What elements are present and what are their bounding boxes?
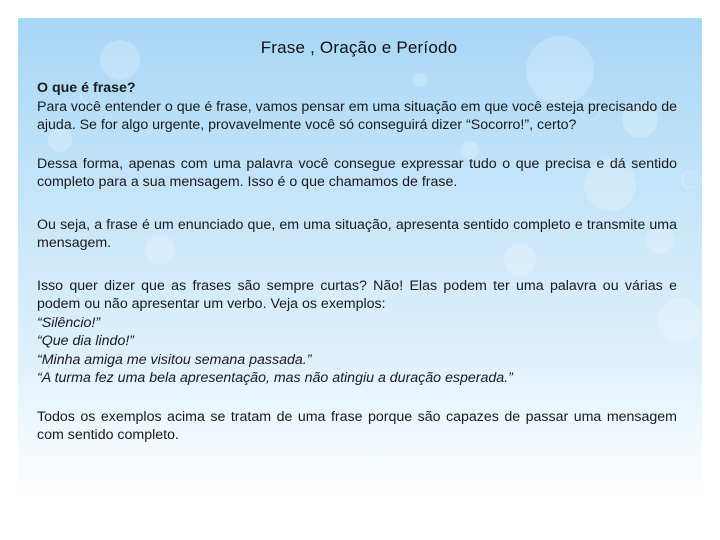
section-heading: O que é frase? — [37, 80, 136, 96]
slide-content — [37, 38, 677, 445]
example-3: “Minha amiga me visitou semana passada.” — [37, 351, 312, 368]
paragraph-1-text: Para você entender o que é frase, vamos pensar em uma situação em que você esteja precisando de ajuda. Se for algo urgente, provavelmente você só conseguirá dizer “Socorro!”, certo? — [37, 98, 677, 133]
slide-title: Frase , Oração e Período — [260, 38, 458, 57]
paragraph-1 — [37, 79, 677, 135]
paragraph-5: Todos os exemplos acima se tratam de uma frase porque são capazes de passar uma mensagem com sentido completo. — [37, 408, 677, 443]
paragraph-4: Isso quer dizer que as frases são sempre curtas? Não! Elas podem ter uma palavra ou várias e podem ou não apresentar um verbo. Veja os exemplos: — [37, 277, 677, 312]
example-4: “A turma fez uma bela apresentação, mas não atingiu a duração esperada.” — [37, 370, 513, 386]
paragraph-3: Ou seja, a frase é um enunciado que, em uma situação, apresenta sentido completo e transmite uma mensagem. — [37, 216, 677, 251]
example-2: “Que dia lindo!” — [37, 333, 134, 349]
paragraph-2: Dessa forma, apenas com uma palavra você consegue expressar tudo o que precisa e dá sentido completo para a sua mensagem. Isso é o que chamamos de frase. — [37, 155, 677, 190]
example-1: “Silêncio!” — [37, 314, 101, 331]
